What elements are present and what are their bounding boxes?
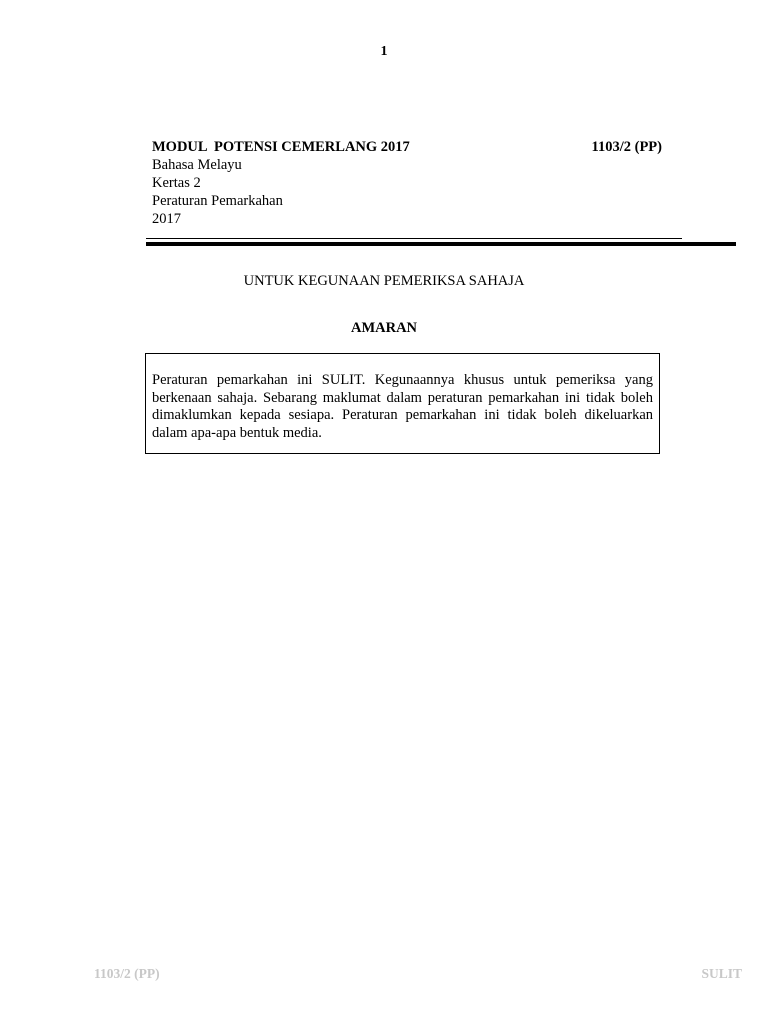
paper-number: Kertas 2: [152, 175, 201, 191]
subject-name: Bahasa Melayu: [152, 157, 242, 173]
examiner-use-note: UNTUK KEGUNAAN PEMERIKSA SAHAJA: [243, 273, 525, 289]
warning-box: [145, 353, 660, 454]
header-divider-thick: [146, 242, 736, 246]
footer-paper-code: 1103/2 (PP): [94, 966, 160, 981]
document-year: 2017: [152, 211, 181, 227]
page-number: 1: [380, 44, 388, 59]
paper-code: 1103/2 (PP): [591, 139, 662, 155]
header-divider-thin: [146, 238, 682, 239]
document-type: Peraturan Pemarkahan: [152, 193, 283, 209]
warning-heading: AMARAN: [350, 320, 418, 336]
warning-text: Peraturan pemarkahan ini SULIT. Kegunaannya khusus untuk pemeriksa yang berkenaan sahaja. Sebarang maklumat dalam peraturan pemarkahan ini tidak boleh dimaklumkan kepada sesiapa. Peraturan pemarkahan ini tidak boleh dikeluarkan dalam apa-apa bentuk media.: [152, 372, 653, 441]
footer-classification: SULIT: [701, 966, 742, 981]
header-title-row: [152, 138, 662, 156]
module-title: MODUL POTENSI CEMERLANG 2017: [152, 139, 410, 155]
document-header: [152, 138, 662, 228]
